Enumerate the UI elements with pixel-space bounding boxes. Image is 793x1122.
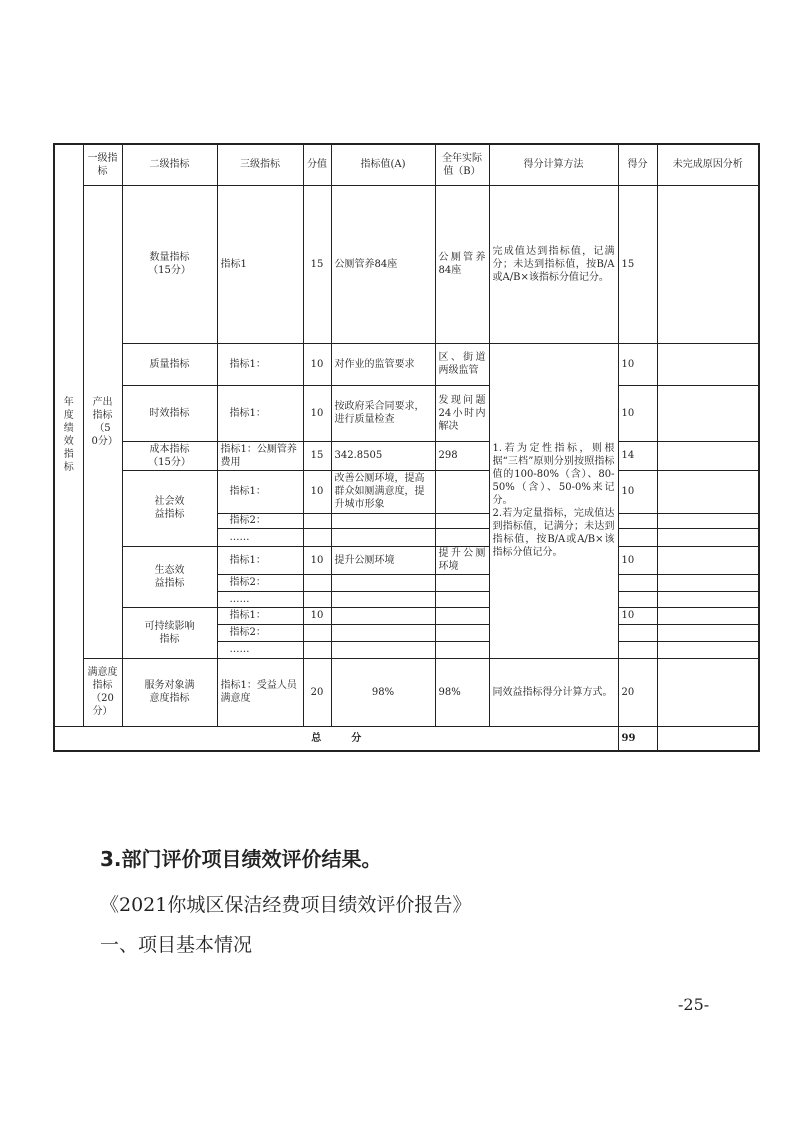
- l2-cell: 生态效益指标: [122, 546, 217, 607]
- reason-cell: [657, 385, 759, 441]
- table-row: [54, 343, 759, 385]
- score-value-cell: 10: [303, 343, 331, 385]
- level0-cell: [54, 144, 83, 726]
- reason-cell: [657, 658, 759, 726]
- score-cell: 15: [618, 185, 657, 343]
- header-method: 得分计算方法: [489, 144, 618, 185]
- l2-cell: 服务对象满意度指标: [122, 658, 217, 726]
- level0-label: 年度绩效指标: [63, 397, 74, 474]
- l3-cell: ……: [217, 641, 303, 658]
- header-row: [54, 144, 759, 185]
- table-row: [54, 470, 759, 513]
- target-cell: 98%: [331, 658, 435, 726]
- reason-cell: [657, 343, 759, 385]
- total-label: 总 分: [54, 726, 618, 751]
- l3-cell: 指标1：: [217, 546, 303, 574]
- score-cell: 14: [618, 441, 657, 470]
- l3-cell: 指标1：受益人员满意度: [217, 658, 303, 726]
- header-level1: 一级指标: [83, 144, 122, 185]
- l2-cell: 社会效益指标: [122, 470, 217, 546]
- table-row: [54, 441, 759, 470]
- target-cell: 提升公厕环境: [331, 546, 435, 574]
- method-cell: 完成值达到指标值，记满分；未达到指标值，按B/A或A/B×该指标分值记分。: [489, 185, 618, 343]
- l3-cell: 指标1：: [217, 607, 303, 624]
- l2-cell: 质量指标: [122, 343, 217, 385]
- header-level3: 三级指标: [217, 144, 303, 185]
- table-row: [54, 546, 759, 574]
- l3-cell: 指标2：: [217, 513, 303, 528]
- l3-cell: 指标1：: [217, 470, 303, 513]
- score-value-cell: 15: [303, 185, 331, 343]
- report-title: 《2021你城区保洁经费项目绩效评价报告》: [100, 894, 472, 916]
- header-target: 指标值(A): [331, 144, 435, 185]
- actual-cell: 98%: [435, 658, 489, 726]
- table-row: [54, 607, 759, 624]
- l3-cell: 指标1: [217, 185, 303, 343]
- score-cell: 20: [618, 658, 657, 726]
- total-row: [54, 726, 759, 751]
- actual-cell: 公厕管养84座: [435, 185, 489, 343]
- table-row: [54, 658, 759, 726]
- table-row: [54, 185, 759, 343]
- reason-cell: [657, 726, 759, 751]
- reason-cell: [657, 607, 759, 624]
- header-reason: 未完成原因分析: [657, 144, 759, 185]
- target-cell: 改善公厕环境，提高群众如厕满意度，提升城市形象: [331, 470, 435, 513]
- l3-cell: 指标1：: [217, 385, 303, 441]
- score-value-cell: 10: [303, 385, 331, 441]
- score-cell: 10: [618, 607, 657, 624]
- reason-cell: [657, 441, 759, 470]
- target-cell: 按政府采合同要求，进行质量检查: [331, 385, 435, 441]
- method-cell: 同效益指标得分计算方式。: [489, 658, 618, 726]
- section-heading: 3.部门评价项目绩效评价结果。: [100, 847, 382, 871]
- satisfaction-group-cell: 满意度指标（20分）: [83, 658, 122, 726]
- score-cell: 10: [618, 546, 657, 574]
- output-group-label: 产出指标（50分）: [91, 396, 118, 447]
- score-value-cell: 15: [303, 441, 331, 470]
- reason-cell: [657, 546, 759, 574]
- header-score-value: 分值: [303, 144, 331, 185]
- target-cell: 对作业的监管要求: [331, 343, 435, 385]
- actual-cell: 提升公厕环境: [435, 546, 489, 574]
- score-value-cell: 10: [303, 546, 331, 574]
- score-cell: 10: [618, 343, 657, 385]
- header-level2: 二级指标: [122, 144, 217, 185]
- score-value-cell: 20: [303, 658, 331, 726]
- l3-cell: 指标2：: [217, 574, 303, 591]
- l2-cell: 成本指标（15分）: [122, 441, 217, 470]
- score-cell: 10: [618, 385, 657, 441]
- actual-cell: 发现问题24小时内解决: [435, 385, 489, 441]
- l3-cell: 指标2：: [217, 624, 303, 641]
- score-value-cell: 10: [303, 470, 331, 513]
- l2-cell: 数量指标（15分）: [122, 185, 217, 343]
- l2-cell: 可持续影响指标: [122, 607, 217, 658]
- l3-cell: ……: [217, 591, 303, 607]
- score-value-cell: 10: [303, 607, 331, 624]
- actual-cell: [435, 470, 489, 513]
- l3-cell: 指标1：公厕管养费用: [217, 441, 303, 470]
- shared-method-cell: 1.若为定性指标，则根据“三档”原则分别按照指标值的100-80%（含）、80-50%（含）、50-0%来记分。 2.若为定量指标，完成值达到指标值，记满分；未达到指标值，按B/A或A/B×该指标分值记分。: [489, 343, 618, 658]
- l3-cell: 指标1：: [217, 343, 303, 385]
- subheading: 一、项目基本情况: [100, 934, 253, 956]
- score-cell: 10: [618, 470, 657, 513]
- actual-cell: 区、街道两级监管: [435, 343, 489, 385]
- performance-table: [53, 143, 760, 752]
- actual-cell: 298: [435, 441, 489, 470]
- page-number: -25-: [678, 995, 710, 1014]
- table-row: [54, 385, 759, 441]
- l2-cell: 时效指标: [122, 385, 217, 441]
- header-score: 得分: [618, 144, 657, 185]
- reason-cell: [657, 470, 759, 513]
- l3-cell: ……: [217, 528, 303, 546]
- target-cell: 公厕管养84座: [331, 185, 435, 343]
- reason-cell: [657, 185, 759, 343]
- total-score: 99: [618, 726, 657, 751]
- target-cell: 342.8505: [331, 441, 435, 470]
- output-group-cell: [83, 185, 122, 658]
- header-actual: 全年实际值（B）: [435, 144, 489, 185]
